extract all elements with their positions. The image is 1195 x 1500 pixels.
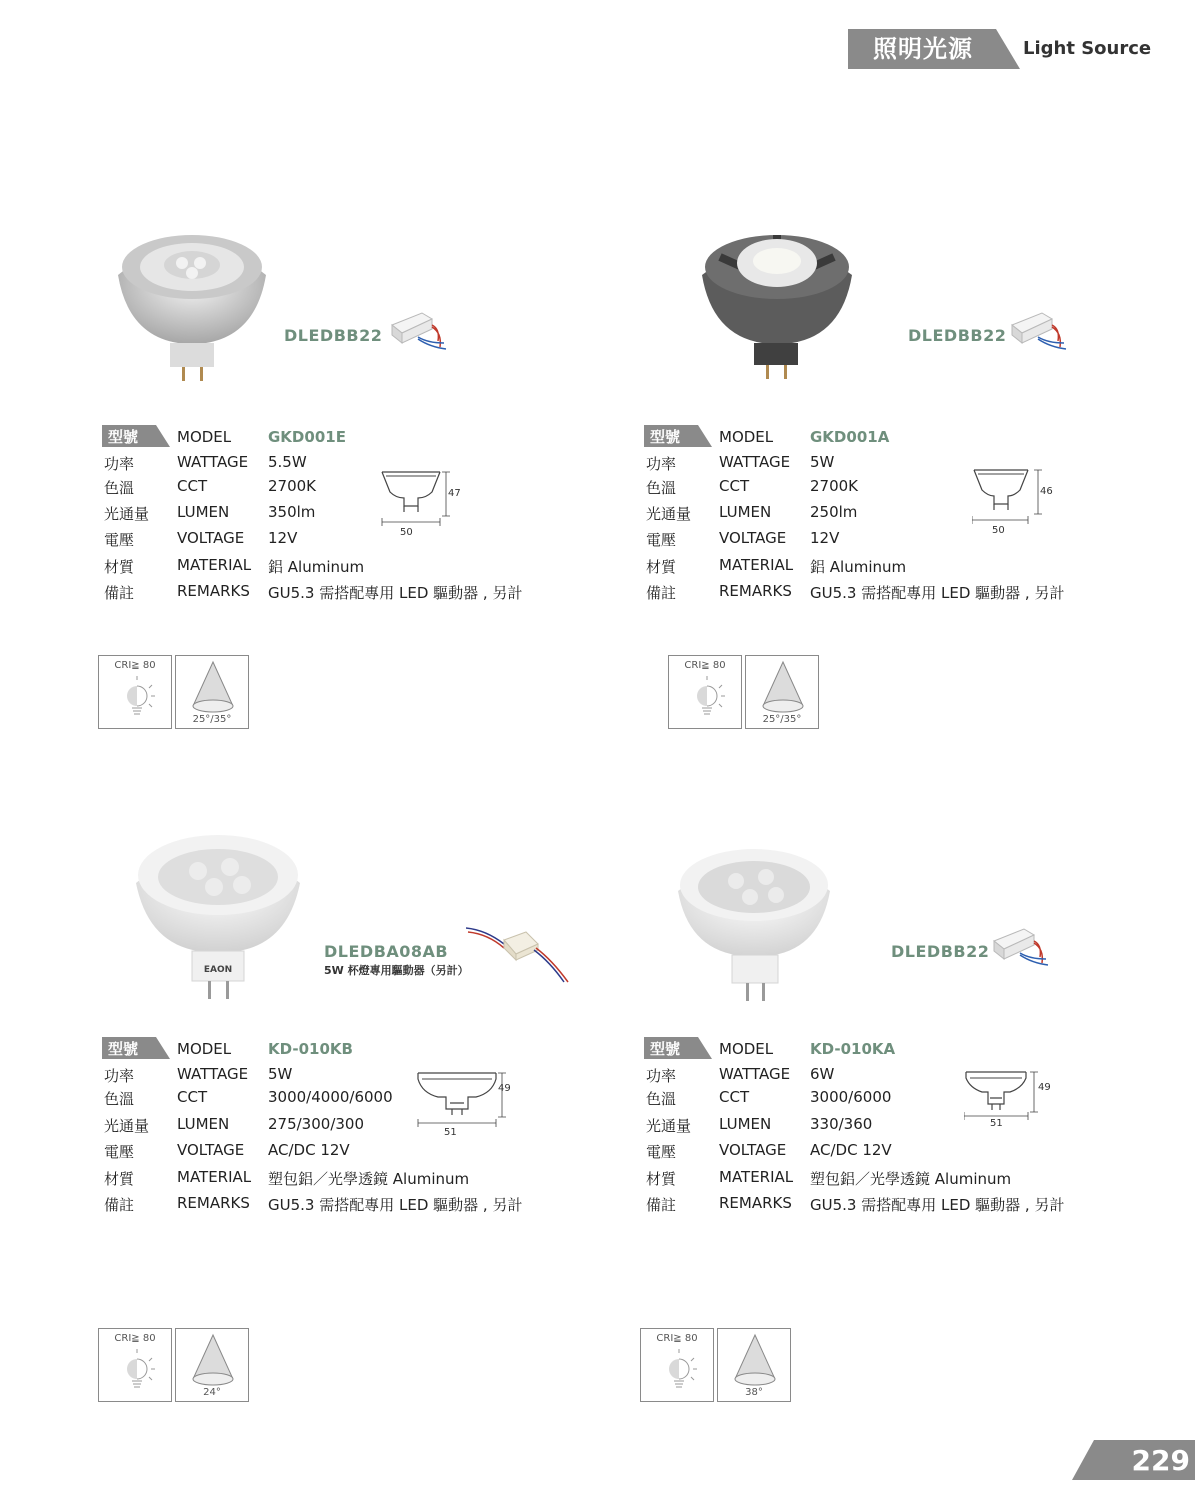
height-dimension: 49 [498, 1083, 511, 1094]
model-value: GKD001A [810, 428, 890, 446]
cri-badge [98, 1328, 172, 1402]
voltage-value: AC/DC 12V [268, 1141, 350, 1159]
model-value: KD-010KB [268, 1040, 353, 1058]
beam-angle-badge [175, 655, 249, 729]
lumen-label-en: LUMEN [719, 503, 772, 521]
wattage-label-zh: 功率 [104, 1067, 135, 1085]
cri-bulb-icon [669, 656, 743, 730]
model-tag [644, 1037, 712, 1059]
material-label-zh: 材質 [104, 1170, 135, 1188]
material-label-zh: 材質 [646, 558, 677, 576]
wattage-value: 6W [810, 1065, 835, 1083]
remarks-label-en: REMARKS [719, 1194, 792, 1212]
cct-label-zh: 色溫 [646, 479, 677, 497]
lumen-label-en: LUMEN [177, 503, 230, 521]
cct-label-zh: 色溫 [104, 479, 135, 497]
beam-angle-label: 25°/35° [762, 714, 802, 725]
lumen-label-zh: 光通量 [104, 505, 150, 523]
model-label-en: MODEL [719, 1040, 774, 1058]
height-dimension: 49 [1038, 1082, 1051, 1093]
material-label-en: MATERIAL [177, 1168, 252, 1186]
feature-badges [668, 655, 820, 729]
material-label-en: MATERIAL [719, 1168, 794, 1186]
material-value: 塑包鋁／光學透鏡 Aluminum [268, 1170, 470, 1188]
model-tag [102, 1037, 170, 1059]
driver-photo [990, 923, 1050, 977]
voltage-label-en: VOLTAGE [719, 1141, 787, 1159]
cri-badge [668, 655, 742, 729]
voltage-label-zh: 電壓 [646, 1143, 677, 1161]
remarks-value: GU5.3 需搭配專用 LED 驅動器 , 另計 [810, 1196, 1065, 1214]
dimension-diagram [380, 470, 470, 544]
cct-label-en: CCT [719, 477, 750, 495]
voltage-label-en: VOLTAGE [719, 529, 787, 547]
model-value: KD-010KA [810, 1040, 896, 1058]
width-dimension: 51 [990, 1118, 1003, 1129]
remarks-label-en: REMARKS [177, 582, 250, 600]
product-card [98, 827, 598, 1427]
driver-photo [466, 920, 570, 990]
cri-bulb-icon [641, 1329, 715, 1403]
driver-photo [1008, 307, 1068, 361]
remarks-label-zh: 備註 [104, 1196, 135, 1214]
model-label-en: MODEL [177, 428, 232, 446]
lumen-label-zh: 光通量 [646, 1117, 692, 1135]
material-label-en: MATERIAL [177, 556, 252, 574]
cct-label-zh: 色溫 [104, 1090, 135, 1108]
voltage-value: 12V [810, 529, 840, 547]
cri-badge [98, 655, 172, 729]
remarks-label-en: REMARKS [177, 1194, 250, 1212]
height-dimension: 46 [1040, 486, 1053, 497]
wattage-label-en: WATTAGE [177, 453, 249, 471]
voltage-value: AC/DC 12V [810, 1141, 892, 1159]
dimension-diagram [416, 1071, 526, 1147]
beam-angle-badge [717, 1328, 791, 1402]
remarks-label-zh: 備註 [646, 584, 677, 602]
svg-text:EAON: EAON [203, 965, 233, 975]
wattage-label-zh: 功率 [646, 1067, 677, 1085]
lamp-photo [116, 225, 276, 389]
voltage-label-zh: 電壓 [646, 531, 677, 549]
cct-value: 3000/6000 [810, 1088, 892, 1106]
material-value: 塑包鋁／光學透鏡 Aluminum [810, 1170, 1012, 1188]
model-tag [644, 425, 712, 447]
material-value: 鋁 Aluminum [810, 558, 907, 576]
model-label-zh: 型號 [650, 1040, 681, 1058]
lamp-photo [676, 847, 836, 1011]
voltage-label-zh: 電壓 [104, 531, 135, 549]
cri-badge [640, 1328, 714, 1402]
dimension-diagram [964, 1070, 1064, 1144]
lamp-photo [700, 227, 860, 391]
lumen-value: 330/360 [810, 1115, 873, 1133]
lumen-value: 250lm [810, 503, 858, 521]
dimension-diagram [972, 468, 1062, 542]
driver-model-code: DLEDBB22 [284, 326, 383, 345]
cct-label-en: CCT [177, 1088, 208, 1106]
lumen-label-zh: 光通量 [646, 505, 692, 523]
model-label-en: MODEL [177, 1040, 232, 1058]
remarks-label-en: REMARKS [719, 582, 792, 600]
cct-label-zh: 色溫 [646, 1090, 677, 1108]
product-card [640, 215, 1140, 815]
wattage-label-zh: 功率 [646, 455, 677, 473]
lamp-photo [134, 831, 304, 1010]
wattage-label-en: WATTAGE [177, 1065, 249, 1083]
model-label-zh: 型號 [108, 1040, 139, 1058]
remarks-value: GU5.3 需搭配專用 LED 驅動器 , 另計 [268, 1196, 523, 1214]
cri-bulb-icon [99, 656, 173, 730]
category-title-zh: 照明光源 [873, 35, 973, 63]
cct-label-en: CCT [177, 477, 208, 495]
driver-note: 5W 杯燈專用驅動器（另計） [324, 964, 469, 977]
cri-label: CRI≧ 80 [684, 660, 726, 671]
voltage-value: 12V [268, 529, 298, 547]
cri-label: CRI≧ 80 [656, 1333, 698, 1344]
beam-angle-label: 24° [203, 1387, 221, 1398]
feature-badges [98, 1328, 250, 1402]
lumen-value: 350lm [268, 503, 316, 521]
beam-angle-badge [175, 1328, 249, 1402]
remarks-label-zh: 備註 [646, 1196, 677, 1214]
width-dimension: 51 [444, 1127, 457, 1138]
voltage-label-en: VOLTAGE [177, 1141, 245, 1159]
wattage-value: 5W [810, 453, 835, 471]
cri-label: CRI≧ 80 [114, 660, 156, 671]
lumen-label-zh: 光通量 [104, 1117, 150, 1135]
lumen-label-en: LUMEN [177, 1115, 230, 1133]
width-dimension: 50 [400, 527, 413, 538]
model-value: GKD001E [268, 428, 346, 446]
material-value: 鋁 Aluminum [268, 558, 365, 576]
beam-angle-badge [745, 655, 819, 729]
product-card [98, 215, 598, 815]
feature-badges [98, 655, 250, 729]
category-title-en: Light Source [1023, 38, 1152, 59]
model-tag [102, 425, 170, 447]
wattage-label-zh: 功率 [104, 455, 135, 473]
cri-bulb-icon [99, 1329, 173, 1403]
remarks-value: GU5.3 需搭配專用 LED 驅動器 , 另計 [810, 584, 1065, 602]
model-label-zh: 型號 [650, 428, 681, 446]
driver-model-code: DLEDBB22 [891, 942, 990, 961]
driver-model-code: DLEDBB22 [908, 326, 1007, 345]
width-dimension: 50 [992, 525, 1005, 536]
product-card [640, 827, 1140, 1427]
material-label-zh: 材質 [104, 558, 135, 576]
driver-photo [388, 307, 448, 361]
lumen-value: 275/300/300 [268, 1115, 364, 1133]
spec-table [104, 428, 564, 608]
wattage-value: 5.5W [268, 453, 307, 471]
material-label-en: MATERIAL [719, 556, 794, 574]
voltage-label-zh: 電壓 [104, 1143, 135, 1161]
remarks-value: GU5.3 需搭配專用 LED 驅動器 , 另計 [268, 584, 523, 602]
voltage-label-en: VOLTAGE [177, 529, 245, 547]
wattage-label-en: WATTAGE [719, 453, 791, 471]
beam-angle-label: 38° [745, 1387, 763, 1398]
feature-badges [640, 1328, 792, 1402]
height-dimension: 47 [448, 488, 461, 499]
material-label-zh: 材質 [646, 1170, 677, 1188]
cct-label-en: CCT [719, 1088, 750, 1106]
driver-model-code: DLEDBA08AB [324, 942, 449, 961]
cct-value: 2700K [268, 477, 317, 495]
cri-label: CRI≧ 80 [114, 1333, 156, 1344]
cct-value: 3000/4000/6000 [268, 1088, 393, 1106]
page-number: 229 [1131, 1444, 1190, 1477]
remarks-label-zh: 備註 [104, 584, 135, 602]
cct-value: 2700K [810, 477, 859, 495]
lumen-label-en: LUMEN [719, 1115, 772, 1133]
wattage-value: 5W [268, 1065, 293, 1083]
model-label-en: MODEL [719, 428, 774, 446]
wattage-label-en: WATTAGE [719, 1065, 791, 1083]
model-label-zh: 型號 [108, 428, 139, 446]
beam-angle-label: 25°/35° [192, 714, 232, 725]
